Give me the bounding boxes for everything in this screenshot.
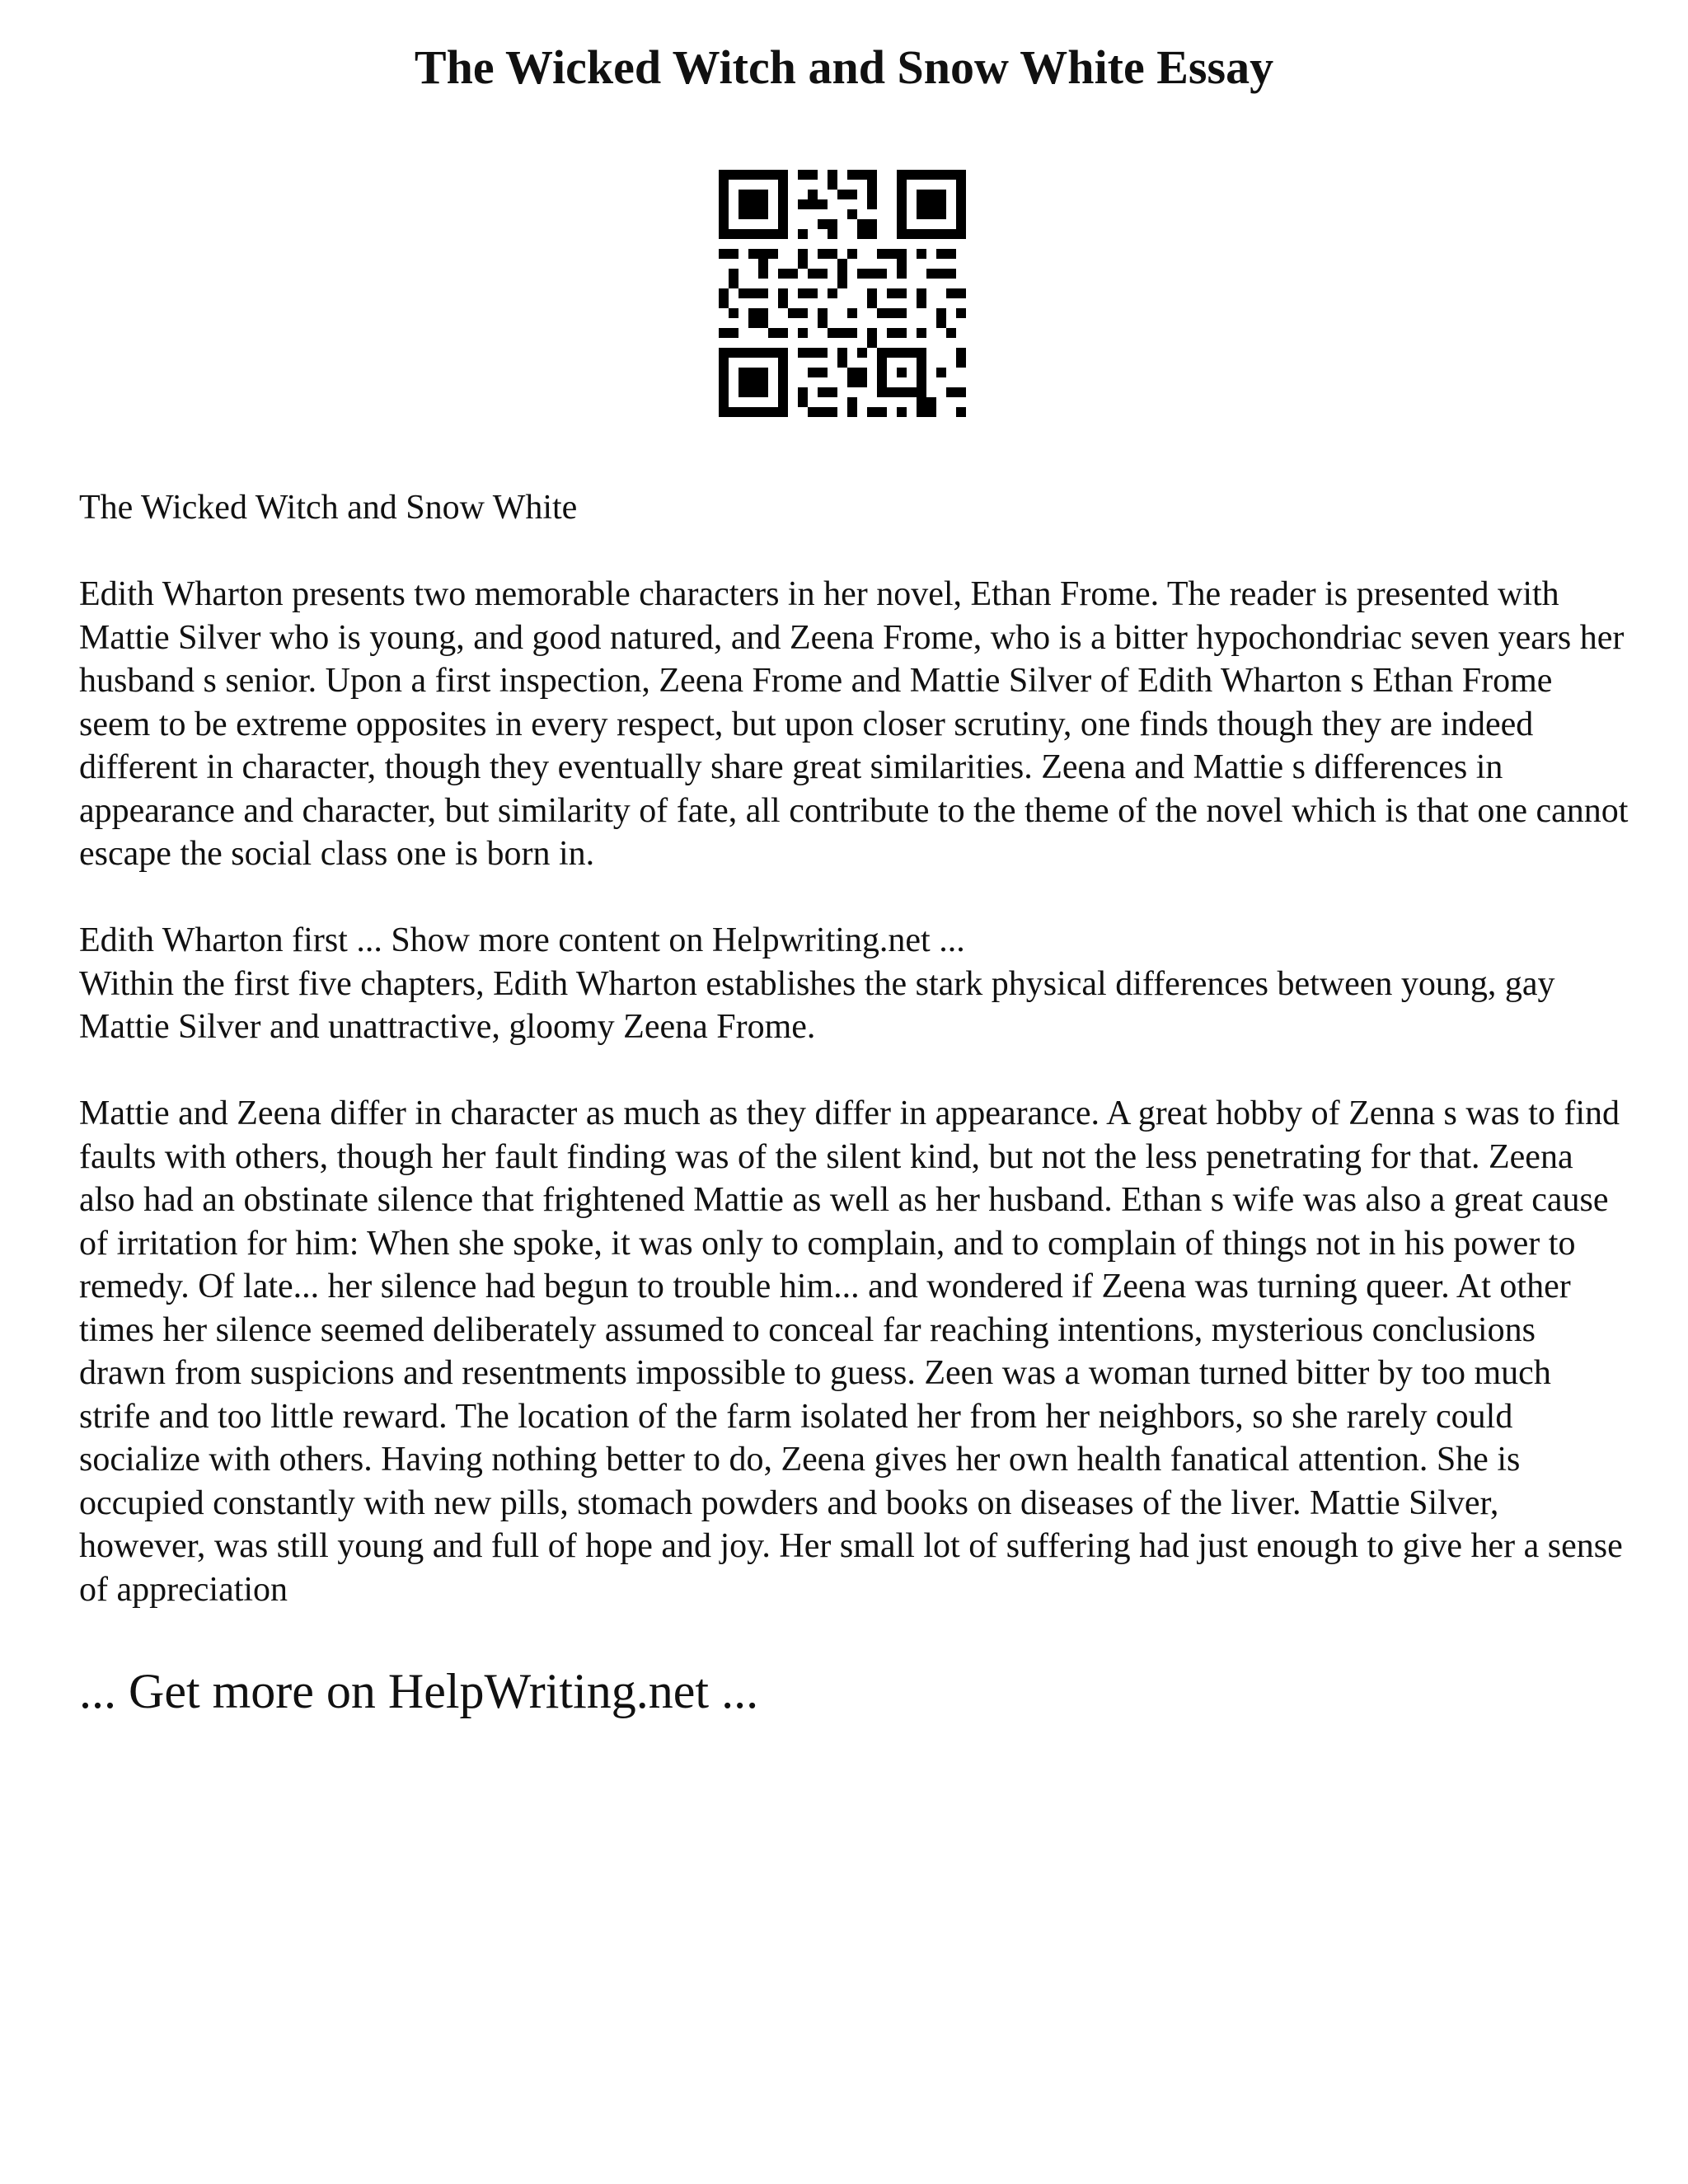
essay-paragraph-intro: Edith Wharton presents two memorable characters in her novel, Ethan Frome. The reader is presented with Mattie Silver who is young, and good natured, and Zeena Frome, who is a bitter hypochondriac seven years her husband s senior. Upon a first inspection, Zeena Frome and Mattie Silver of Edith Wharton s Ethan Frome seem to be extreme opposites in every respect, but upon closer scrutiny, one finds though they are indeed different in character, though they eventually share great similarities. Zeena and Mattie s differences in appearance and character, but similarity of fate, all contribute to the theme of the novel which is that one cannot escape the social class one is born in. <box>79 575 1629 873</box>
page-title: The Wicked Witch and Snow White Essay <box>414 40 1274 94</box>
qr-code-icon <box>719 170 966 417</box>
essay-paragraph-appearance: Within the first five chapters, Edith Wharton establishes the stark physical differences between young, gay Mattie Silver and unattractive, gloomy Zeena Frome. <box>79 964 1555 1046</box>
essay-paragraph-block <box>79 919 1629 1049</box>
essay-subtitle: The Wicked Witch and Snow White <box>79 489 578 527</box>
essay-paragraph-character: Mattie and Zeena differ in character as much as they differ in appearance. A great hobby of Zenna s was to find faults with others, though her fault finding was of the silent kind, but not the less penetrating for that. Zeena also had an obstinate silence that frightened Mattie as well as her husband. Ethan s wife was also a great cause of irritation for him: When she spoke, it was only to complain, and to complain of things not in his power to remedy. Of late... her silence had begun to trouble him... and wondered if Zeena was turning queer. At other times her silence seemed deliberately assumed to conceal far reaching intentions, mysterious conclusions drawn from suspicions and resentments impossible to guess. Zeen was a woman turned bitter by too much strife and too little reward. The location of the farm isolated her from her neighbors, so she rarely could socialize with others. Having nothing better to do, Zeena gives her own health fanatical attention. She is occupied constantly with new pills, stomach powders and books on diseases of the liver. Mattie Silver, however, was still young and full of hope and joy. Her small lot of suffering had just enough to give her a sense of appreciation <box>79 1094 1623 1609</box>
get-more-link[interactable]: ... Get more on HelpWriting.net ... <box>79 1664 759 1718</box>
show-more-link[interactable]: Edith Wharton first ... Show more content on Helpwriting.net ... <box>79 921 965 959</box>
